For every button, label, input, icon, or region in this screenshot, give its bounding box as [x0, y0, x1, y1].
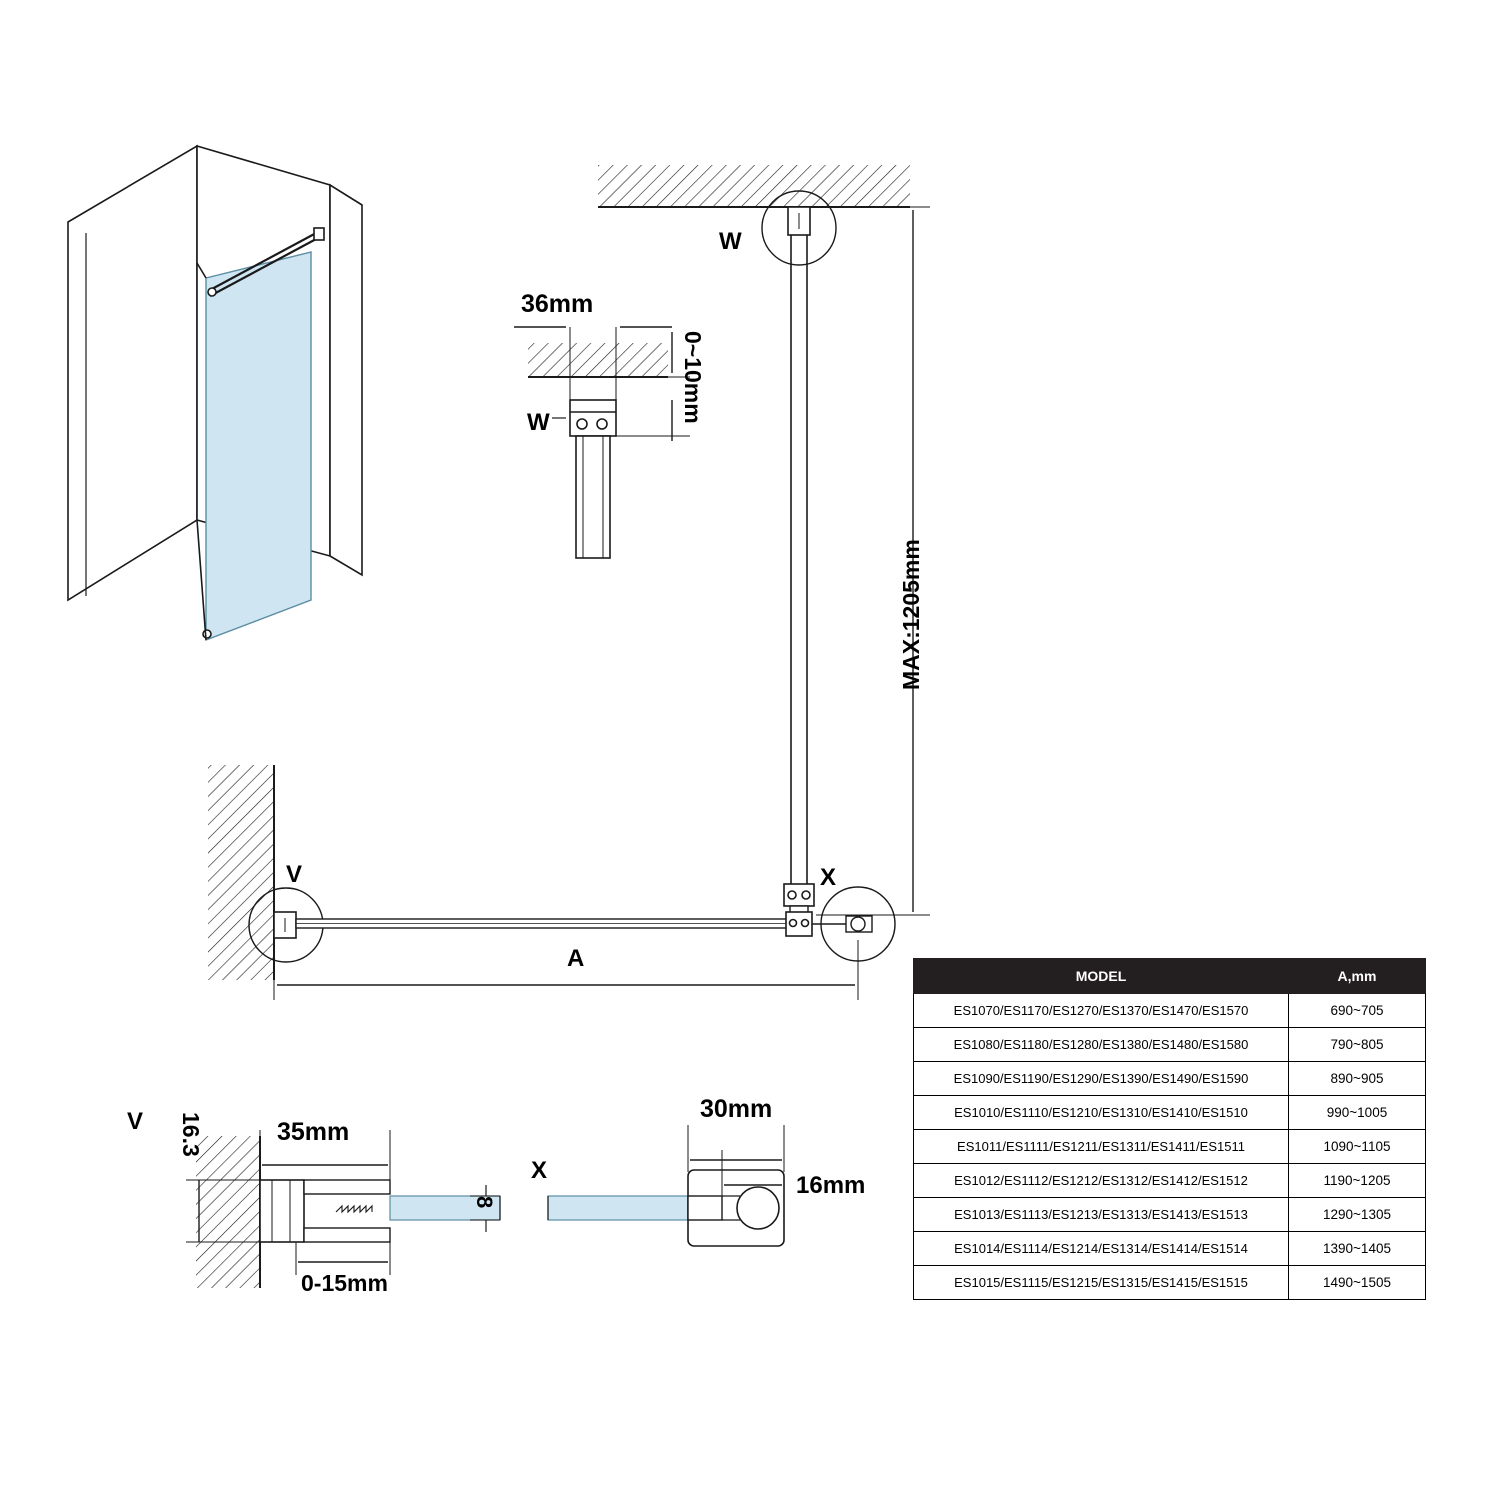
dimension-0-10mm: 0~10mm: [680, 331, 706, 424]
table-row: [914, 1096, 1426, 1130]
cell-a: 1190~1205: [1289, 1164, 1426, 1198]
cell-model: ES1012/ES1112/ES1212/ES1312/ES1412/ES1512: [914, 1164, 1289, 1198]
main-elevation: [598, 165, 930, 930]
cell-a: 1490~1505: [1289, 1266, 1426, 1300]
detail-v: [186, 1130, 500, 1288]
cell-a: 1090~1105: [1289, 1130, 1426, 1164]
cell-a: 790~805: [1289, 1028, 1426, 1062]
label-w-detail: W: [527, 409, 550, 436]
cell-model: ES1010/ES1110/ES1210/ES1310/ES1410/ES1510: [914, 1096, 1289, 1130]
detail-w: [514, 327, 690, 558]
table-header-row: [914, 959, 1426, 994]
detail-x: [548, 1125, 784, 1246]
cell-a: 690~705: [1289, 994, 1426, 1028]
cell-a: 1290~1305: [1289, 1198, 1426, 1232]
plan-view: [208, 765, 895, 1000]
label-x-plan: X: [820, 864, 837, 891]
dimension-a: A: [567, 945, 585, 972]
dimension-0-15mm: 0-15mm: [301, 1270, 388, 1296]
label-x-detail: X: [531, 1157, 548, 1184]
cell-model: ES1080/ES1180/ES1280/ES1380/ES1480/ES1580: [914, 1028, 1289, 1062]
table-row: [914, 1028, 1426, 1062]
cell-a: 1390~1405: [1289, 1232, 1426, 1266]
cell-model: ES1011/ES1111/ES1211/ES1311/ES1411/ES1511: [914, 1130, 1289, 1164]
dimension-35mm: 35mm: [277, 1118, 350, 1146]
dimension-30mm: 30mm: [700, 1095, 773, 1123]
label-v-plan: V: [286, 861, 303, 888]
dimension-16-3: 16.3: [178, 1112, 204, 1157]
table-row: [914, 1062, 1426, 1096]
table-row: [914, 1232, 1426, 1266]
isometric-view: [68, 146, 362, 640]
cell-a: 990~1005: [1289, 1096, 1426, 1130]
table-row: [914, 1198, 1426, 1232]
cell-a: 890~905: [1289, 1062, 1426, 1096]
table-row: [914, 994, 1426, 1028]
label-v-detail: V: [127, 1108, 144, 1135]
table-row: [914, 1164, 1426, 1198]
cell-model: ES1015/ES1115/ES1215/ES1315/ES1415/ES1515: [914, 1266, 1289, 1300]
table-row: [914, 1130, 1426, 1164]
column-header-a: A,mm: [1289, 959, 1426, 994]
table-row: [914, 1266, 1426, 1300]
dimension-36mm: 36mm: [521, 290, 594, 318]
column-header-model: MODEL: [914, 959, 1289, 994]
dimension-16mm: 16mm: [796, 1172, 866, 1199]
cell-model: ES1014/ES1114/ES1214/ES1314/ES1414/ES1514: [914, 1232, 1289, 1266]
cell-model: ES1070/ES1170/ES1270/ES1370/ES1470/ES1570: [914, 994, 1289, 1028]
dimension-8: 8: [472, 1196, 497, 1209]
cell-model: ES1090/ES1190/ES1290/ES1390/ES1490/ES1590: [914, 1062, 1289, 1096]
cell-model: ES1013/ES1113/ES1213/ES1313/ES1413/ES1513: [914, 1198, 1289, 1232]
label-w-elevation: W: [719, 228, 742, 255]
model-spec-table: [913, 958, 1426, 1300]
dimension-max-height: MAX:1205mm: [898, 539, 924, 690]
